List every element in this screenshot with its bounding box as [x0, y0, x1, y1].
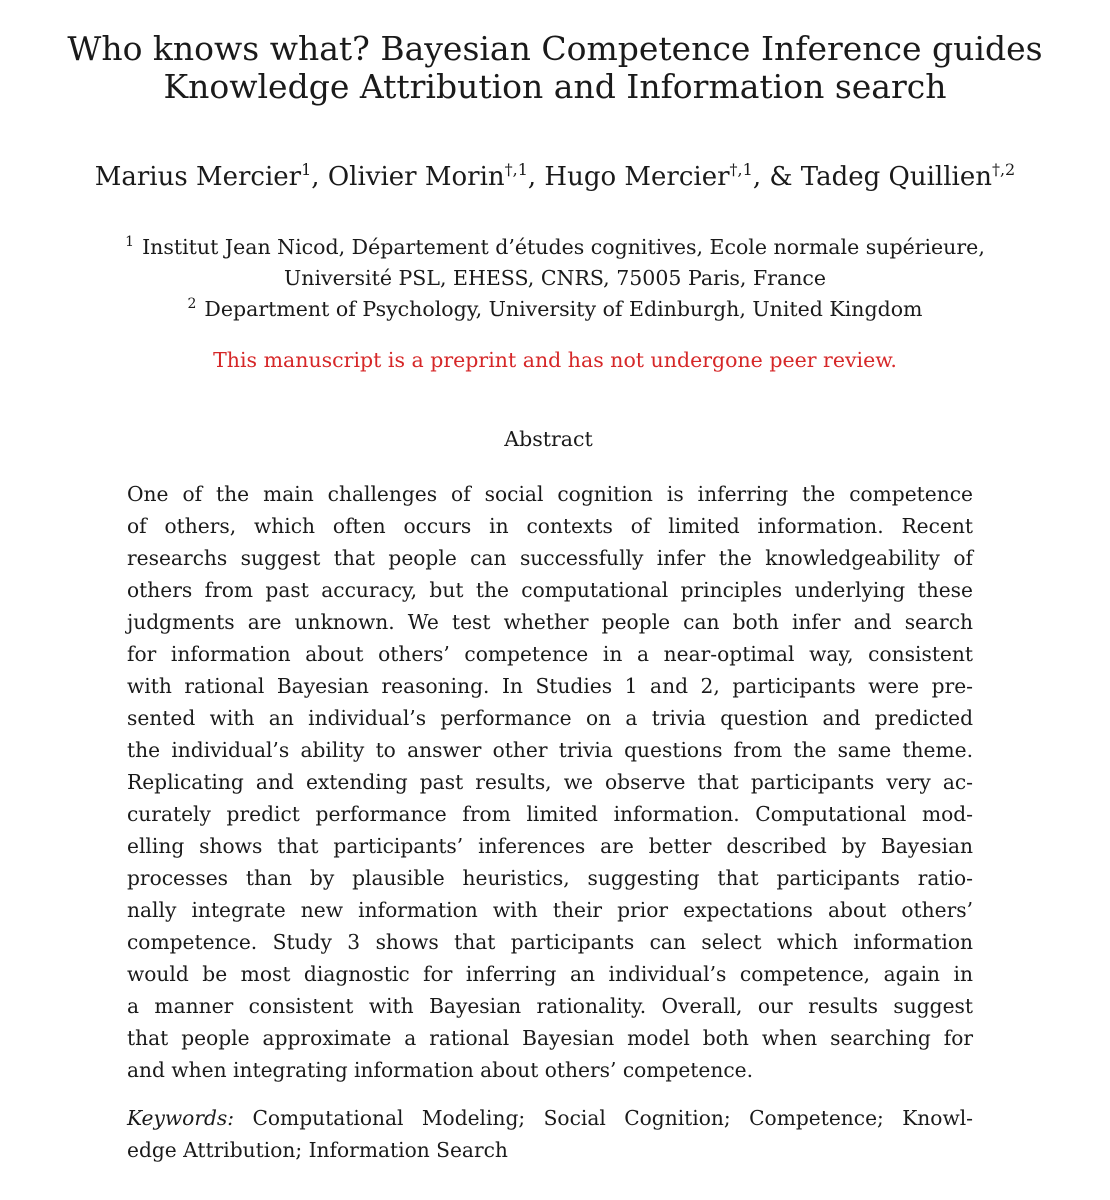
abstract-line: Replicating and extending past results, we observe that participants very ac-	[127, 770, 973, 794]
abstract-line: competence. Study 3 shows that participants can select which information	[127, 930, 973, 954]
abstract-line: judgments are unknown. We test whether people can both infer and search	[127, 610, 973, 634]
abstract-line: elling shows that participants’ inferences are better described by Bayesian	[127, 834, 973, 858]
keywords-text: Computational Modeling; Social Cognition; Competence; Knowl-	[252, 1106, 974, 1130]
abstract-line: processes than by plausible heuristics, suggesting that participants ratio-	[127, 866, 973, 890]
affiliation-number: 2	[187, 296, 197, 312]
affiliation-2	[0, 294, 1110, 325]
abstract-line: with rational Bayesian reasoning. In Studies 1 and 2, participants were pre-	[127, 674, 973, 698]
author-name: & Tadeg Quillien	[769, 162, 992, 192]
author-name: Hugo Mercier	[544, 162, 730, 192]
affiliation-1	[0, 232, 1110, 263]
abstract-line: for information about others’ competence in a near-optimal way, consistent	[127, 642, 973, 666]
author-separator: ,	[527, 162, 545, 192]
abstract-line: curately predict performance from limited information. Computational mod-	[127, 802, 973, 826]
affiliation-text: Institut Jean Nicod, Département d’études cognitives, Ecole normale supérieure,	[142, 235, 985, 259]
author-separator: ,	[752, 162, 770, 192]
abstract-heading: Abstract	[504, 427, 593, 451]
author-affiliation-marker: †,1	[729, 160, 753, 179]
abstract-line: One of the main challenges of social cognition is inferring the competence	[127, 482, 973, 506]
affiliations	[0, 232, 1110, 325]
author-affiliation-marker: 1	[301, 160, 312, 179]
author-list	[0, 160, 1110, 194]
abstract-body	[127, 478, 973, 1086]
keywords	[127, 1102, 973, 1166]
author-separator: ,	[311, 162, 328, 192]
author-name: Olivier Morin	[327, 162, 505, 192]
keywords-label: Keywords:	[127, 1106, 235, 1130]
abstract-line: would be most diagnostic for inferring an individual’s competence, again in	[127, 962, 973, 986]
abstract-line: nally integrate new information with their prior expectations about others’	[127, 898, 973, 922]
abstract-line: that people approximate a rational Bayesian model both when searching for	[127, 1026, 973, 1050]
abstract-line: and when integrating information about others’ competence.	[127, 1058, 754, 1082]
title-line-2: Knowledge Attribution and Information search	[163, 67, 947, 106]
abstract-line: others from past accuracy, but the computational principles underlying these	[127, 578, 973, 602]
affiliation-text: Department of Psychology, University of Edinburgh, United Kingdom	[204, 297, 923, 321]
abstract-line: the individual’s ability to answer other trivia questions from the same theme.	[127, 738, 973, 762]
author-name: Marius Mercier	[94, 162, 302, 192]
title-line-1: Who knows what? Bayesian Competence Inference guides	[67, 29, 1043, 68]
abstract-line: sented with an individual’s performance on a trivia question and predicted	[127, 706, 973, 730]
affiliation-number: 1	[125, 234, 135, 250]
keywords-line-1	[127, 1102, 973, 1134]
paper-title	[0, 30, 1110, 106]
abstract-line: researchs suggest that people can successfully infer the knowledgeability of	[127, 546, 973, 570]
author-affiliation-marker: †,1	[504, 160, 528, 179]
abstract-line: of others, which often occurs in contexts of limited information. Recent	[127, 514, 973, 538]
preprint-notice: This manuscript is a preprint and has not undergone peer review.	[213, 348, 897, 372]
abstract-line: a manner consistent with Bayesian rationality. Overall, our results suggest	[127, 994, 973, 1018]
affiliation-1-continued: Université PSL, EHESS, CNRS, 75005 Paris, France	[283, 266, 827, 290]
author-affiliation-marker: †,2	[991, 160, 1016, 179]
keywords-line-2: edge Attribution; Information Search	[127, 1138, 508, 1162]
